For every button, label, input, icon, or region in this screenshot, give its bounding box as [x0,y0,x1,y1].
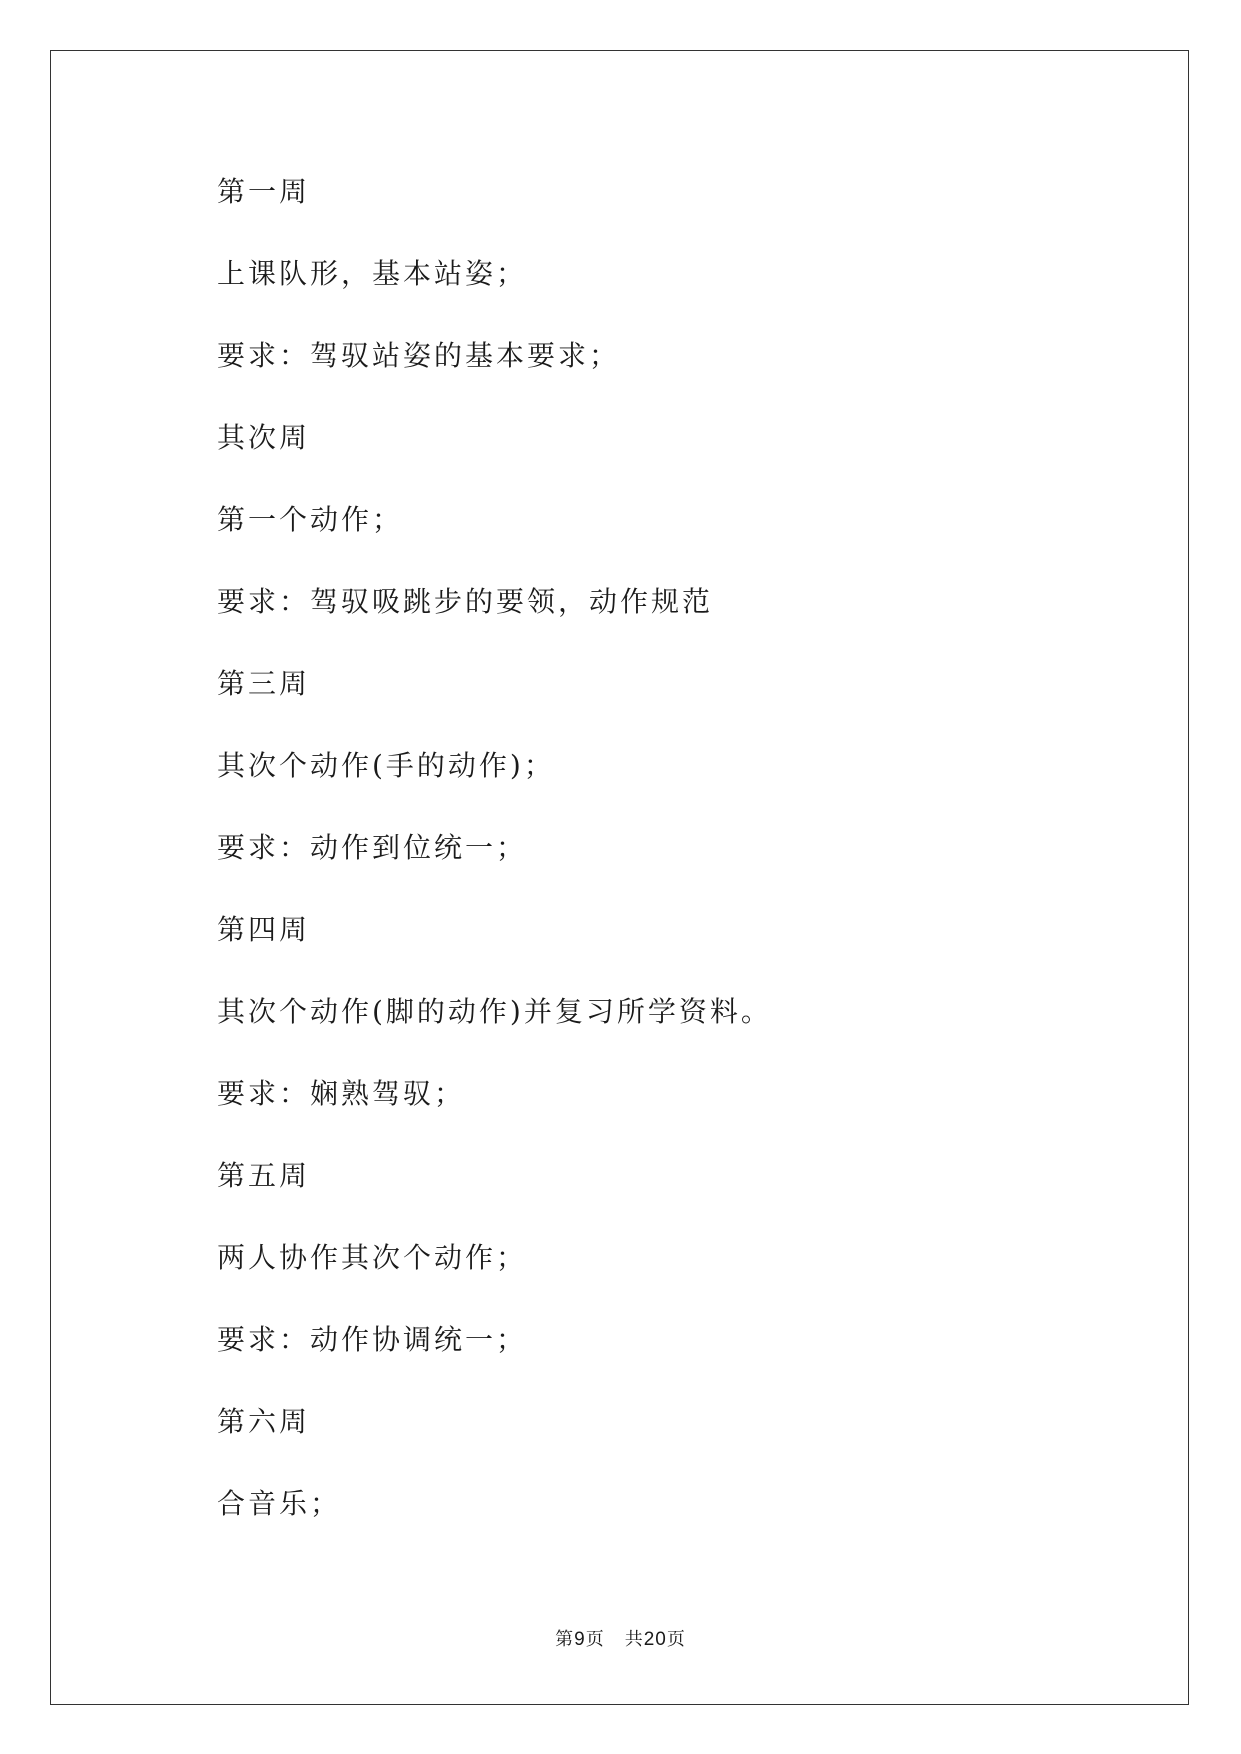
lesson-requirement: 要求：驾驭吸跳步的要领，动作规范 [217,585,714,618]
week-heading: 第六周 [217,1405,311,1438]
lesson-content: 合音乐； [217,1487,342,1520]
total-suffix: 页 [666,1629,686,1650]
document-body [217,168,1117,1562]
week-heading: 其次周 [217,421,311,454]
week-heading: 第三周 [217,667,311,700]
lesson-content: 上课队形，基本站姿； [217,257,528,290]
page-footer [0,1628,1241,1652]
week-heading: 第四周 [217,913,311,946]
lesson-content: 两人协作其次个动作； [217,1241,528,1274]
page-prefix: 第 [555,1629,575,1650]
page-suffix: 页 [585,1629,605,1650]
week-heading: 第五周 [217,1159,311,1192]
lesson-content: 其次个动作(手的动作)； [217,749,555,782]
lesson-content: 其次个动作(脚的动作)并复习所学资料。 [217,995,772,1028]
lesson-requirement: 要求：动作到位统一； [217,831,528,864]
week-heading: 第一周 [217,175,311,208]
total-prefix: 共 [624,1629,644,1650]
lesson-requirement: 要求：驾驭站姿的基本要求； [217,339,621,372]
lesson-requirement: 要求：娴熟驾驭； [217,1077,466,1110]
lesson-content: 第一个动作； [217,503,404,536]
lesson-requirement: 要求：动作协调统一； [217,1323,528,1356]
page-number: 9 [574,1629,586,1650]
total-pages: 20 [643,1629,667,1650]
